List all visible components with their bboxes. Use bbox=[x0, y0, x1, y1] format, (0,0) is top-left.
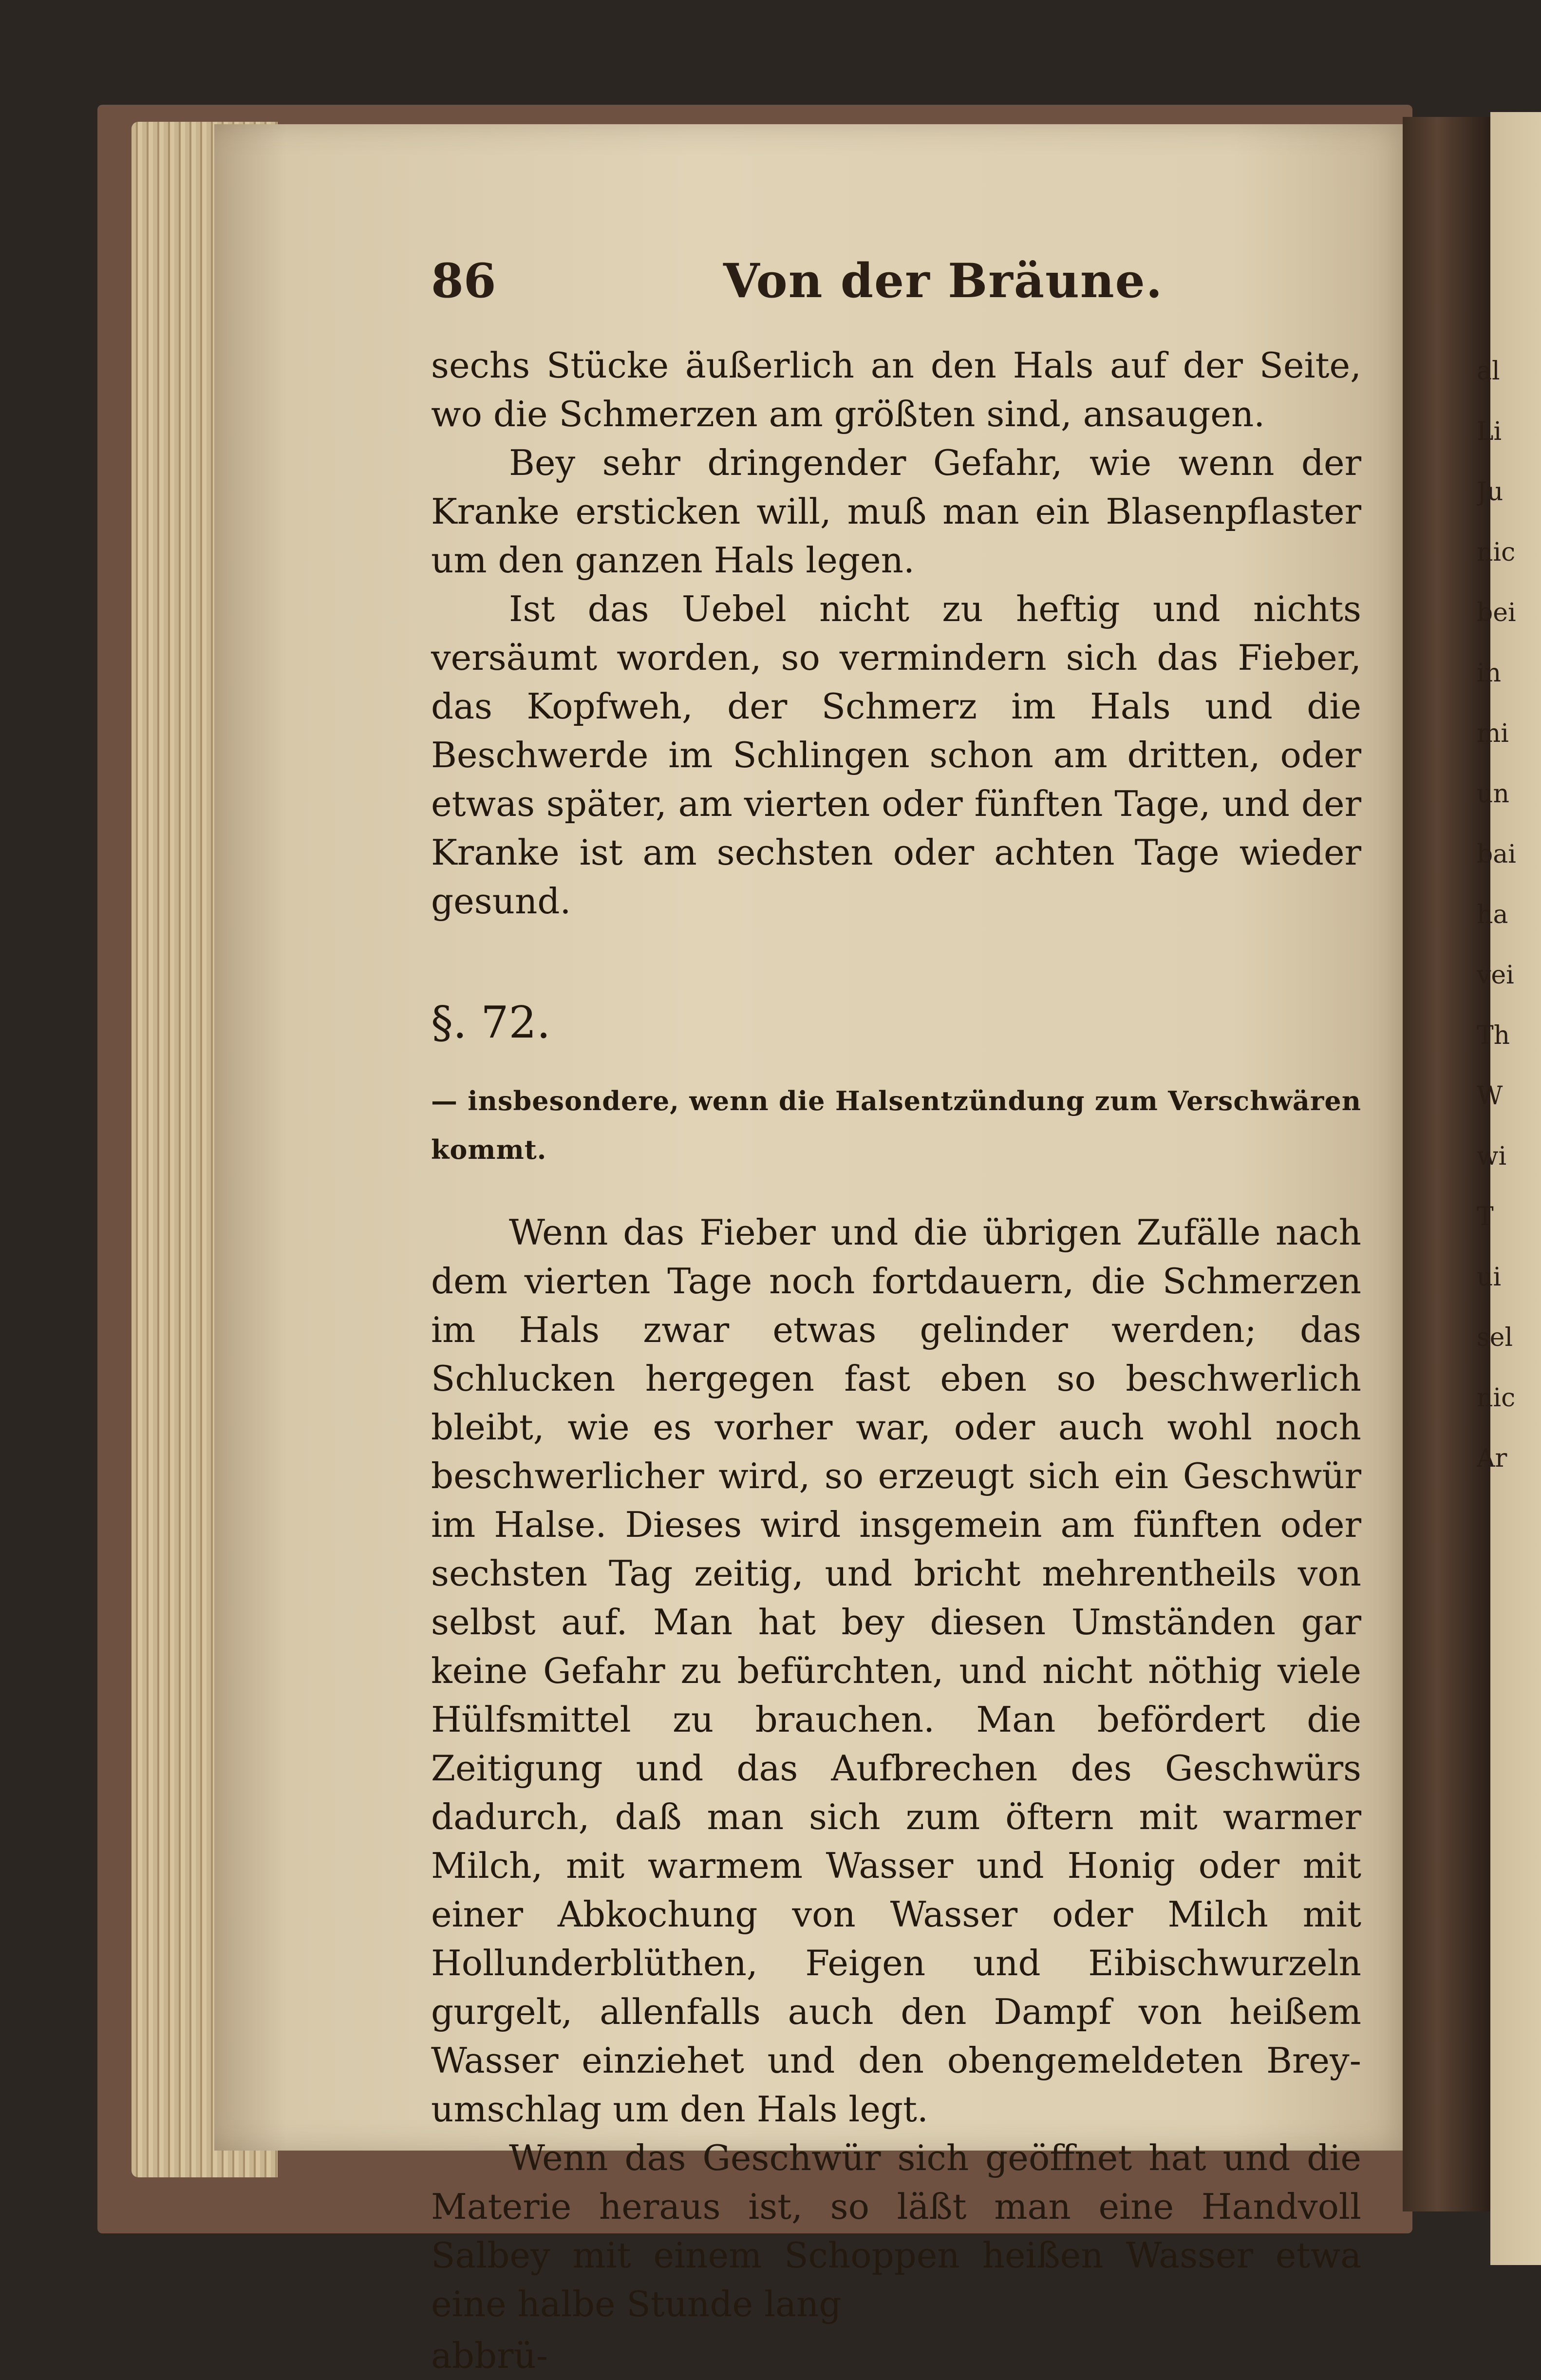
section-subtitle: — insbesondere, wenn die Halsentzündung zum Verschwären kommt. bbox=[431, 1085, 1361, 1165]
right-page-fragment: nic bbox=[1477, 538, 1516, 567]
right-page-fragment: mi bbox=[1477, 719, 1509, 748]
right-page-fragment: nic bbox=[1477, 1383, 1516, 1413]
paragraph-5: Wenn das Geschwür sich geöffnet hat und die Materie heraus ist, so läßt man eine Handvoll Salbey mit einem Schoppen heißen Wasser etwa eine halbe Stunde lang bbox=[431, 2137, 1361, 2324]
right-page-fragment: un bbox=[1477, 779, 1509, 809]
right-page-fragment: T bbox=[1477, 1202, 1494, 1231]
page-header bbox=[431, 253, 1356, 312]
right-page-fragment: al bbox=[1477, 357, 1500, 386]
paragraph-4: Wenn das Fieber und die übrigen Zufälle nach dem vierten Tage noch fortdauern, die Schmerzen im Hals zwar etwas gelinder werden; das Schlucken hergegen fast eben so beschwerlich bleibt, wie es vorher war, oder auch wohl noch beschwerlicher wird, so erzeugt sich ein Geschwür im Halse. Dieses wird insgemein am fünften oder sechsten Tag zeitig, und bricht mehrentheils von selbst auf. Man hat bey diesen Umständen gar keine Gefahr zu befürchten, und nicht nöthig viele Hülfsmittel zu brauchen. Man befördert die Zeitigung und das Aufbrechen des Geschwürs dadurch, daß man sich zum öftern mit warmer Milch, mit warmem Wasser und Honig oder mit einer Abkochung von Wasser oder Milch mit Hollunderblüthen, Feigen und Eibischwurzeln gurgelt, allenfalls auch den Dampf von heißem Wasser einziehet und den obengemeldeten Brey-umschlag um den Hals legt. bbox=[431, 1212, 1361, 2130]
paragraph-3: Ist das Uebel nicht zu heftig und nichts versäumt worden, so vermindern sich das Fieber, das Kopfweh, der Schmerz im Hals und die Beschwerde im Schlingen schon am dritten, oder etwas später, am vierten oder fünften Tage, und der Kranke ist am sechsten oder achten Tage wieder gesund. bbox=[431, 588, 1361, 922]
page-number: 86 bbox=[431, 253, 496, 308]
section-heading: §. 72. bbox=[431, 997, 551, 1048]
right-page-fragment: wi bbox=[1477, 1142, 1507, 1171]
right-page-fragment: Ju bbox=[1477, 477, 1503, 507]
right-page-fragment: ha bbox=[1477, 900, 1508, 929]
right-page-fragment: bei bbox=[1477, 598, 1516, 627]
right-page-fragment: sel bbox=[1477, 1323, 1513, 1352]
right-page-fragments bbox=[1477, 341, 1541, 1489]
right-page-fragment: vei bbox=[1477, 961, 1514, 990]
catchword: abbrü- bbox=[431, 2335, 548, 2376]
right-page-fragment: bai bbox=[1477, 840, 1516, 869]
right-page-fragment: Li bbox=[1477, 417, 1502, 446]
text-block bbox=[431, 341, 1361, 2380]
right-page-fragment: W bbox=[1477, 1081, 1503, 1111]
right-page-fragment: Ar bbox=[1477, 1444, 1507, 1473]
paragraph-2: Bey sehr dringender Gefahr, wie wenn der Kranke ersticken will, muß man ein Blasenpflaster um den ganzen Hals legen. bbox=[431, 442, 1361, 581]
right-page-fragment: Th bbox=[1477, 1021, 1510, 1050]
right-page-fragment: ui bbox=[1477, 1263, 1502, 1292]
running-head: Von der Bräune. bbox=[723, 253, 1164, 308]
paragraph-1: sechs Stücke äußerlich an den Hals auf der Seite, wo die Schmerzen am größten sind, ansaugen. bbox=[431, 345, 1361, 434]
right-page-fragment: in bbox=[1477, 659, 1502, 688]
